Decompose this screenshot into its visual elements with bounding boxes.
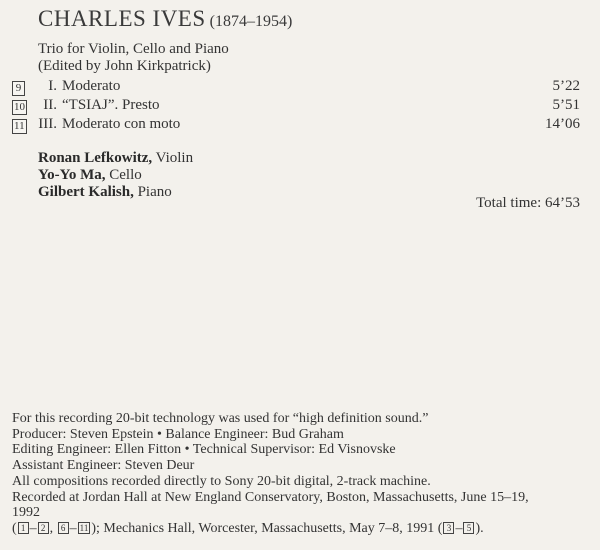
credits-text: (: [12, 520, 17, 536]
track-list: [12, 78, 580, 135]
track-number-box: 6: [58, 522, 69, 534]
track-title: Moderato: [62, 78, 121, 94]
track-row: [12, 116, 580, 135]
track-roman-numeral: II.: [43, 97, 57, 113]
credits-line: Assistant Engineer: Steven Deur: [12, 458, 195, 474]
composer-heading: [38, 6, 292, 32]
track-duration: 14’06: [545, 116, 580, 132]
credits-text: ); Mechanics Hall, Worcester, Massachusetts, May 7–8, 1991 (: [91, 520, 443, 536]
performer-name: Ronan Lefkowitz,: [38, 150, 153, 166]
track-number-box: 5: [463, 522, 474, 534]
credits-line: For this recording 20-bit technology was used for “high definition sound.”: [12, 411, 429, 426]
credits-line: Producer: Steven Epstein • Balance Engineer: Bud Graham: [12, 426, 344, 442]
track-duration: 5’22: [552, 78, 580, 94]
performer-entry: [38, 184, 193, 201]
credits-line: Editing Engineer: Ellen Fitton • Technical Supervisor: Ed Visnovske: [12, 442, 396, 458]
performer-role: Cello: [105, 167, 142, 183]
track-row: [12, 97, 580, 116]
total-time: Total time: 64’53: [476, 195, 580, 211]
track-number-box: 11: [14, 120, 25, 132]
recording-credits: [12, 411, 572, 537]
credits-text: ).: [475, 520, 484, 536]
credits-line: All compositions recorded directly to Sony 20-bit digital, 2-track machine.: [12, 473, 431, 489]
track-title: “TSIAJ”. Presto: [62, 97, 160, 113]
track-row: [12, 78, 580, 97]
work-title: Trio for Violin, Cello and Piano: [38, 41, 229, 57]
credits-text: –: [455, 520, 463, 536]
track-number-box: 10: [14, 101, 25, 113]
track-title: Moderato con moto: [62, 116, 181, 132]
credits-line: Recorded at Jordan Hall at New England Conservatory, Boston, Massachusetts, June 15–19,: [12, 489, 529, 505]
track-roman-numeral: III.: [38, 116, 57, 132]
track-number-box: 9: [12, 81, 25, 96]
track-number-box: 3: [443, 522, 454, 534]
track-duration: 5’51: [552, 97, 580, 113]
track-number-box: 11: [79, 522, 89, 533]
track-number-box: 1: [18, 522, 29, 534]
credits-text: –: [29, 520, 37, 536]
composer-name: CHARLES IVES: [38, 6, 206, 31]
credits-text: –: [69, 520, 77, 536]
track-roman-numeral: I.: [48, 78, 57, 94]
performer-entry: [38, 150, 193, 167]
performer-list: [38, 150, 193, 201]
credits-line-track-ranges: [12, 521, 572, 537]
work-editor: (Edited by John Kirkpatrick): [38, 58, 211, 74]
composer-dates: (1874–1954): [209, 13, 293, 30]
performer-role: Piano: [133, 184, 172, 200]
track-number-box: 2: [38, 522, 49, 534]
performer-name: Gilbert Kalish,: [38, 184, 134, 200]
credits-text: ,: [49, 520, 57, 536]
credits-line: 1992: [12, 505, 40, 521]
performer-role: Violin: [152, 150, 194, 166]
performer-entry: [38, 167, 193, 184]
performer-name: Yo-Yo Ma,: [38, 167, 106, 183]
